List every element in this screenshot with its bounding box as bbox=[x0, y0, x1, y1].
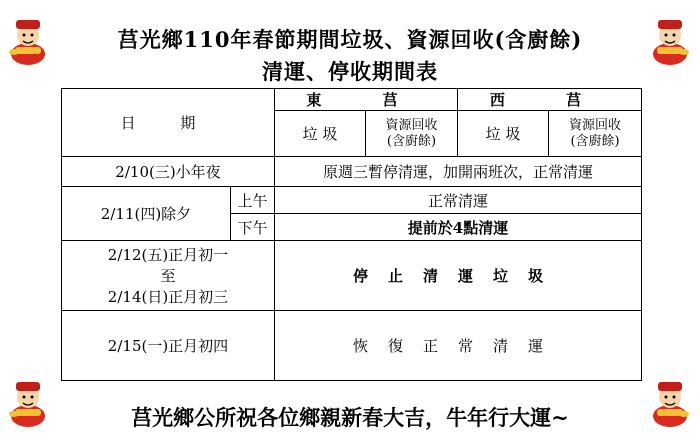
east-garbage-header: 垃 圾 bbox=[275, 111, 366, 157]
east-header: 東 莒 bbox=[275, 89, 458, 111]
west-recycle-header: 資源回收 (含廚餘) bbox=[549, 111, 642, 157]
note-cell: 原週三暫停清運，加開兩班次，正常清運 bbox=[275, 157, 642, 187]
table-row bbox=[62, 311, 642, 381]
date-cell: 2/11(四)除夕 bbox=[62, 187, 231, 241]
page-subtitle: 清運、停收期間表 bbox=[262, 59, 438, 84]
note-cell: 停止清運垃圾 bbox=[275, 241, 642, 311]
note-cell: 提前於4點清運 bbox=[275, 214, 642, 241]
date-header: 日 期 bbox=[62, 89, 275, 157]
date-cell: 2/10(三)小年夜 bbox=[62, 157, 275, 187]
note-cell: 正常清運 bbox=[275, 187, 642, 214]
west-garbage-header: 垃 圾 bbox=[458, 111, 549, 157]
footer-greeting: 莒光鄉公所祝各位鄉親新春大吉，牛年行大運~ bbox=[131, 405, 569, 430]
date-cell: 2/15(一)正月初四 bbox=[62, 311, 275, 381]
page-title: 莒光鄉110年春節期間垃圾、資源回收(含廚餘) bbox=[117, 27, 583, 52]
west-header: 西 莒 bbox=[458, 89, 642, 111]
date-cell: 2/12(五)正月初一 至 2/14(日)正月初三 bbox=[62, 241, 275, 311]
table-header-row bbox=[62, 89, 642, 111]
east-recycle-header: 資源回收 (含廚餘) bbox=[366, 111, 458, 157]
schedule-table bbox=[61, 88, 642, 381]
table-row bbox=[62, 157, 642, 187]
table-row bbox=[62, 187, 642, 214]
am-label: 上午 bbox=[231, 187, 275, 214]
table-row bbox=[62, 241, 642, 311]
pm-label: 下午 bbox=[231, 214, 275, 241]
note-cell: 恢復正常清運 bbox=[275, 311, 642, 381]
